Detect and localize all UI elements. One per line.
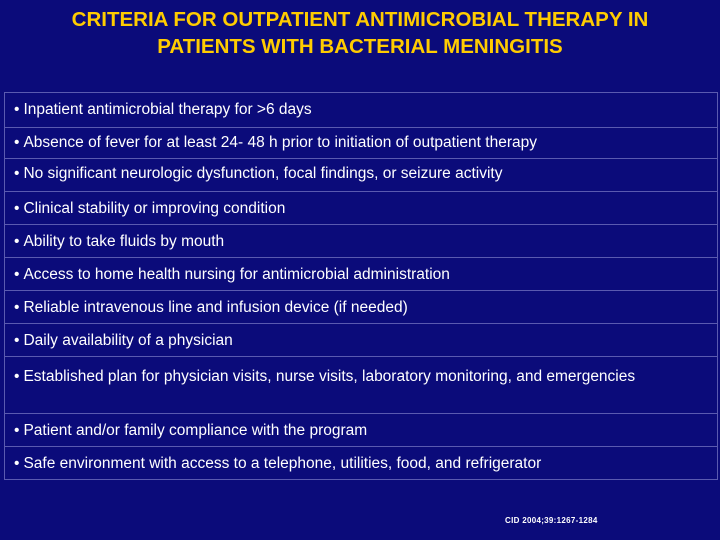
- criteria-text: Established plan for physician visits, nurse visits, laboratory monitoring, and emergencies: [23, 368, 636, 385]
- bullet-marker: •: [14, 200, 20, 217]
- bullet-marker: •: [14, 233, 20, 250]
- criteria-row-7: [4, 291, 718, 324]
- criteria-row-11: [4, 447, 718, 480]
- bullet-marker: •: [14, 422, 20, 439]
- bullet-marker: •: [14, 368, 20, 385]
- criteria-row-2: [4, 128, 718, 159]
- bullet-marker: •: [14, 134, 20, 151]
- criteria-text: Patient and/or family compliance with the program: [23, 422, 368, 439]
- criteria-row-4: [4, 192, 718, 225]
- criteria-row-5: [4, 225, 718, 258]
- bullet-marker: •: [14, 165, 20, 182]
- bullet-marker: •: [14, 332, 20, 349]
- criteria-row-10: [4, 414, 718, 447]
- criteria-row-8: [4, 324, 718, 357]
- criteria-row-9: [4, 357, 718, 414]
- criteria-text: Safe environment with access to a telephone, utilities, food, and refrigerator: [23, 455, 542, 472]
- criteria-table: [4, 92, 718, 480]
- slide-title: [0, 6, 720, 60]
- criteria-text: Reliable intravenous line and infusion device (if needed): [23, 299, 408, 316]
- criteria-text: Clinical stability or improving condition: [23, 200, 286, 217]
- criteria-row-3: [4, 159, 718, 192]
- criteria-row-1: [4, 93, 718, 128]
- criteria-text: Daily availability of a physician: [23, 332, 233, 349]
- criteria-text: Access to home health nursing for antimicrobial administration: [23, 266, 450, 283]
- citation: CID 2004;39:1267-1284: [505, 516, 598, 525]
- criteria-text: Ability to take fluids by mouth: [23, 233, 225, 250]
- criteria-row-6: [4, 258, 718, 291]
- criteria-text: Absence of fever for at least 24- 48 h prior to initiation of outpatient therapy: [23, 134, 537, 151]
- criteria-text: Inpatient antimicrobial therapy for >6 days: [23, 101, 312, 118]
- bullet-marker: •: [14, 299, 20, 316]
- bullet-marker: •: [14, 101, 20, 118]
- criteria-text: No significant neurologic dysfunction, focal findings, or seizure activity: [23, 165, 503, 182]
- bullet-marker: •: [14, 455, 20, 472]
- bullet-marker: •: [14, 266, 20, 283]
- title-line-2: PATIENTS WITH BACTERIAL MENINGITIS: [157, 35, 563, 58]
- title-line-1: CRITERIA FOR OUTPATIENT ANTIMICROBIAL THERAPY IN: [71, 8, 649, 31]
